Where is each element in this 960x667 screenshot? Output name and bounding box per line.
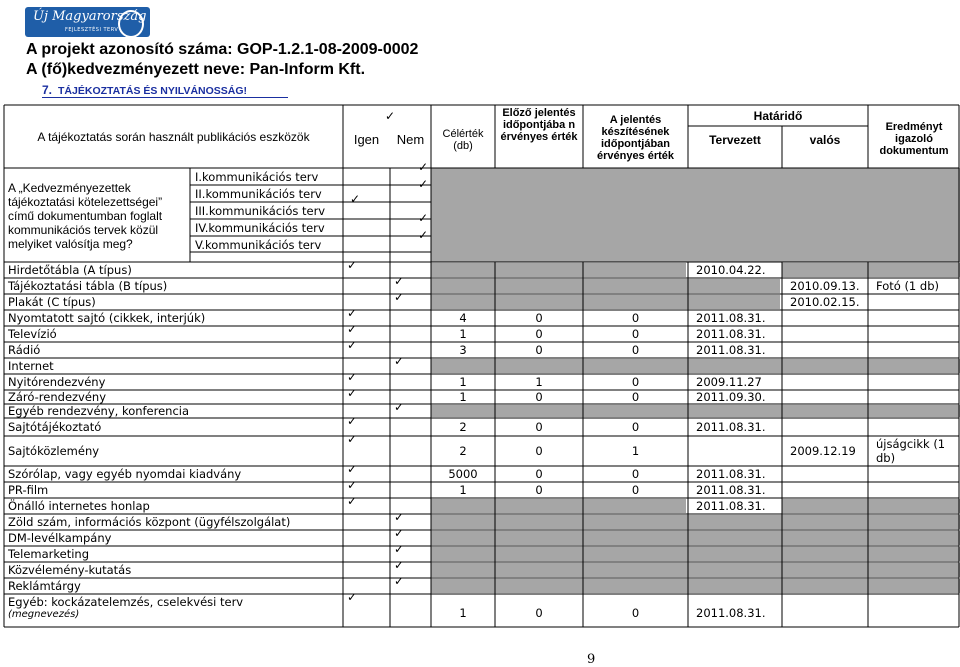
project-id-heading: A projekt azonosító száma: GOP-1.2.1-08-2009-0002 (26, 41, 419, 58)
plan-label: I.kommunikációs terv (195, 170, 319, 184)
uj-magyarorszag-logo (25, 7, 150, 37)
header-keszites: A jelentés készítésének időpontjában érvényes érték (596, 114, 675, 162)
row-celertek: 1 (459, 390, 467, 404)
row-label: Szórólap, vagy egyéb nyomdai kiadvány (8, 467, 242, 481)
row-keszites: 0 (631, 606, 640, 620)
row-nem-check-icon: ✓ (394, 558, 405, 572)
plan-label: II.kommunikációs terv (195, 187, 322, 201)
row-igen-check-icon: ✓ (347, 590, 358, 604)
row-igen-check-icon: ✓ (347, 322, 358, 336)
row-igen-check-icon: ✓ (347, 414, 358, 428)
row-keszites: 0 (631, 375, 640, 389)
row-tervezett: 2010.04.22. (696, 263, 766, 277)
row-igen-check-icon: ✓ (347, 258, 358, 272)
row-valos: 2010.02.15. (790, 295, 860, 309)
row-tervezett: 2011.08.31. (696, 311, 766, 325)
row-keszites: 0 (631, 343, 640, 357)
grey-cell (431, 579, 960, 593)
row-tervezett: 2011.08.31. (696, 327, 766, 341)
plan-nem-check-icon: ✓ (418, 228, 429, 242)
row-label: Internet (8, 359, 54, 373)
row-tervezett: 2011.08.31. (696, 343, 766, 357)
row-nem-check-icon: ✓ (394, 274, 405, 288)
row-igen-check-icon: ✓ (347, 338, 358, 352)
row-elozo: 0 (535, 467, 543, 481)
row-document: Fotó (1 db) (876, 279, 939, 293)
row-elozo: 0 (535, 444, 543, 458)
row-label: Plakát (C típus) (8, 295, 96, 309)
section-underline (42, 97, 288, 98)
row-elozo: 0 (535, 343, 543, 357)
logo-title: Új Magyarország (33, 9, 147, 24)
row-label: PR-film (8, 483, 49, 497)
row-label: Nyomtatott sajtó (cikkek, interjúk) (8, 311, 206, 325)
row-valos: 2009.12.19 (790, 444, 856, 458)
row-label: Sajtótájékoztató (8, 420, 102, 434)
row-sublabel: (megnevezés) (8, 609, 80, 620)
grey-cell (431, 168, 960, 262)
row-tervezett: 2011.08.31. (696, 467, 766, 481)
row-label: Közvélemény-kutatás (8, 563, 132, 577)
row-label: Önálló internetes honlap (8, 499, 150, 513)
grey-cell (431, 263, 686, 277)
header-nem: Nem (396, 132, 425, 147)
header-tervezett: Tervezett (709, 133, 761, 147)
row-igen-check-icon: ✓ (347, 478, 358, 492)
section-heading (42, 83, 247, 97)
header-hatarido: Határidő (753, 109, 803, 123)
row-celertek: 3 (459, 343, 467, 357)
row-tervezett: 2009.11.27 (696, 375, 762, 389)
header-check-icon: ✓ (385, 109, 396, 123)
grey-cell (431, 515, 960, 529)
row-label: DM-levélkampány (8, 531, 112, 545)
row-label: Hirdetőtábla (A típus) (8, 263, 132, 277)
grey-cell (431, 279, 780, 293)
row-label: Sajtóközlemény (8, 444, 100, 458)
row-nem-check-icon: ✓ (394, 542, 405, 556)
row-label: Telemarketing (8, 547, 90, 561)
row-celertek: 5000 (448, 467, 478, 481)
row-label: Reklámtárgy (8, 579, 81, 593)
grey-cell (431, 547, 960, 561)
row-label: Televízió (8, 327, 57, 341)
row-igen-check-icon: ✓ (347, 306, 358, 320)
header-igen: Igen (353, 132, 380, 147)
row-label: Egyéb rendezvény, konferencia (8, 404, 190, 418)
row-celertek: 1 (459, 327, 467, 341)
row-keszites: 0 (631, 483, 640, 497)
row-celertek: 2 (459, 420, 467, 434)
row-celertek: 4 (459, 311, 467, 325)
header-tools: A tájékoztatás során használt publikációs eszközök (37, 130, 310, 144)
header-eredmeny: Eredményt igazoló dokumentum (879, 121, 949, 157)
row-keszites: 0 (631, 420, 640, 434)
row-elozo: 0 (535, 390, 543, 404)
plan-label: V.kommunikációs terv (195, 238, 322, 252)
row-elozo: 0 (535, 327, 543, 341)
grey-cell (431, 405, 960, 417)
row-igen-check-icon: ✓ (347, 494, 358, 508)
row-tervezett: 2011.08.31. (696, 483, 766, 497)
beneficiary-heading: A (fő)kedvezményezett neve: Pan-Inform Kft. (26, 61, 366, 78)
row-celertek: 1 (459, 375, 467, 389)
row-tervezett: 2011.08.31. (696, 606, 766, 620)
row-celertek: 1 (459, 483, 467, 497)
section-title: TÁJÉKOZTATÁS ÉS NYILVÁNOSSÁG! (58, 85, 248, 97)
row-label: Rádió (8, 343, 41, 357)
header-elozo: Előző jelentés időpontjába n érvényes érték (500, 107, 578, 143)
grey-cell (431, 295, 780, 309)
grey-cell (782, 263, 960, 277)
header-valos: valós (809, 133, 841, 147)
grey-cell (431, 563, 960, 577)
row-igen-check-icon: ✓ (347, 370, 358, 384)
plan-question: A „Kedvezményezettek tájékoztatási kötelezettségei” című dokumentumban foglalt kommunikációs tervek közül melyiket valósítja meg? (8, 181, 163, 251)
row-keszites: 0 (631, 327, 640, 341)
row-nem-check-icon: ✓ (394, 290, 405, 304)
row-document: újságcikk (1 db) (876, 437, 946, 465)
row-igen-check-icon: ✓ (347, 432, 358, 446)
row-keszites: 0 (631, 390, 640, 404)
grey-cell (431, 359, 960, 373)
row-keszites: 1 (631, 444, 640, 458)
header-celertek: Célérték (db) (442, 128, 484, 152)
page-number: 9 (587, 652, 596, 667)
row-tervezett: 2011.08.31. (696, 420, 766, 434)
row-elozo: 0 (535, 606, 543, 620)
row-nem-check-icon: ✓ (394, 526, 405, 540)
plan-nem-check-icon: ✓ (418, 211, 429, 225)
grey-cell (782, 499, 960, 513)
row-tervezett: 2011.09.30. (696, 390, 766, 404)
grey-cell (431, 531, 960, 545)
plan-label: IV.kommunikációs terv (195, 221, 325, 235)
row-keszites: 0 (631, 311, 640, 325)
row-celertek: 1 (459, 606, 467, 620)
row-label: Záró-rendezvény (8, 390, 107, 404)
logo-subtitle: FEJLESZTÉSI TERV (65, 27, 119, 33)
row-label: Tájékoztatási tábla (B típus) (8, 279, 168, 293)
row-valos: 2010.09.13. (790, 279, 860, 293)
grey-cell (431, 499, 686, 513)
row-celertek: 2 (459, 444, 467, 458)
logo-emblem-icon (118, 10, 144, 38)
row-nem-check-icon: ✓ (394, 574, 405, 588)
row-tervezett: 2011.08.31. (696, 499, 766, 513)
row-nem-check-icon: ✓ (394, 400, 405, 414)
row-igen-check-icon: ✓ (347, 462, 358, 476)
row-elozo: 0 (535, 311, 543, 325)
row-elozo: 0 (535, 483, 543, 497)
plan-nem-check-icon: ✓ (418, 160, 429, 174)
row-keszites: 0 (631, 467, 640, 481)
row-nem-check-icon: ✓ (394, 510, 405, 524)
row-elozo: 0 (535, 420, 543, 434)
plan-nem-check-icon: ✓ (418, 177, 429, 191)
section-number: 7. (42, 83, 53, 97)
row-label: Egyéb: kockázatelemzés, cselekvési terv (8, 595, 244, 609)
row-label: Nyitórendezvény (8, 375, 106, 389)
row-label: Zöld szám, információs központ (ügyfélszolgálat) (8, 515, 291, 529)
row-nem-check-icon: ✓ (394, 354, 405, 368)
plan-label: III.kommunikációs terv (195, 204, 326, 218)
plan-igen-check-icon: ✓ (350, 192, 361, 206)
row-elozo: 1 (535, 375, 543, 389)
row-igen-check-icon: ✓ (347, 386, 358, 400)
